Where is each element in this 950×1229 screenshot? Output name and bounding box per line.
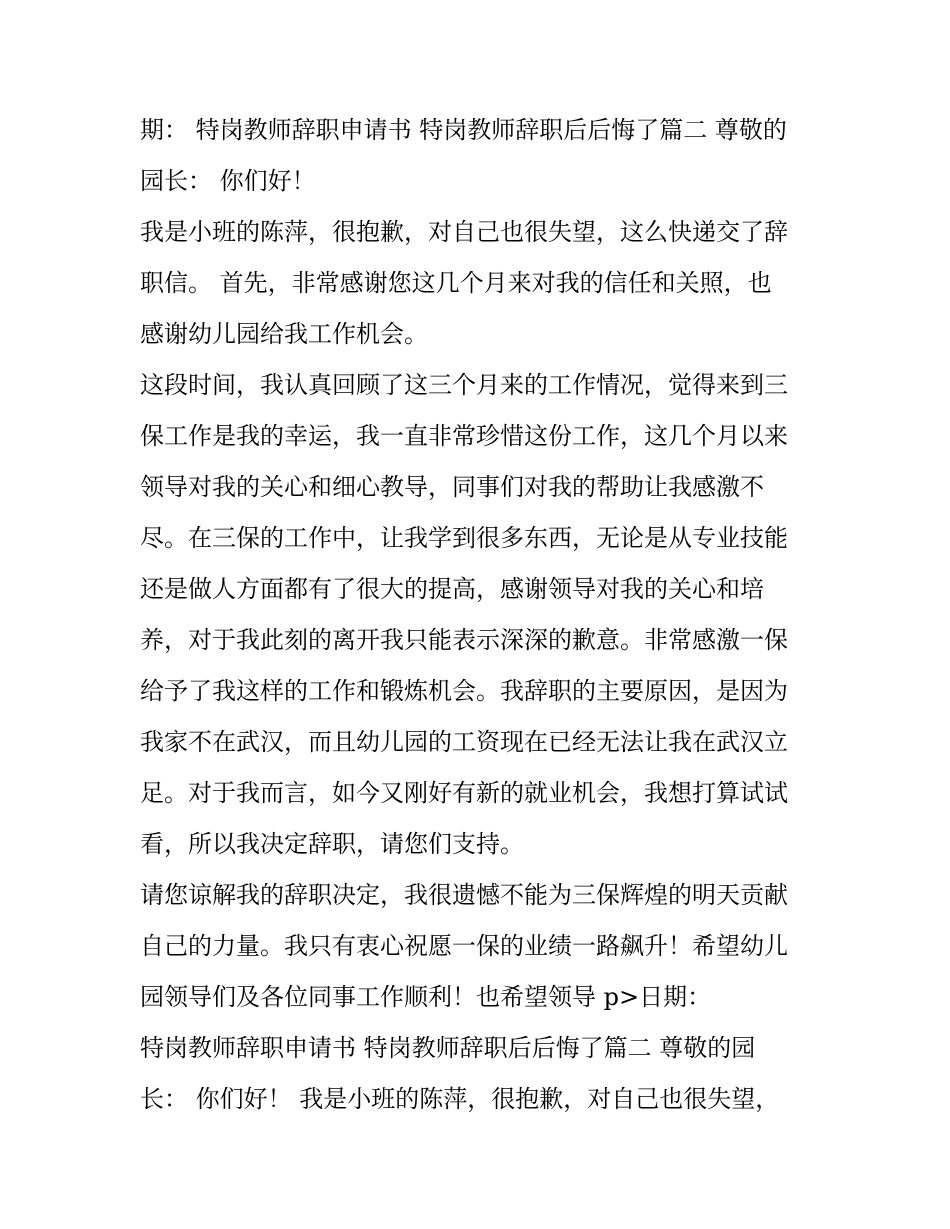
text-line: 给予了我这样的工作和锻炼机会。我辞职的主要原因，是因为 xyxy=(140,677,788,705)
text-line: 养，对于我此刻的离开我只能表示深深的歉意。非常感激一保 xyxy=(140,626,788,654)
text-line: 保工作是我的幸运，我一直非常珍惜这份工作，这几个月以来 xyxy=(140,422,788,450)
text-line: 期： 特岗教师辞职申请书 特岗教师辞职后后悔了篇二 尊敬的 xyxy=(140,116,787,144)
text-line: 尽。在三保的工作中，让我学到很多东西，无论是从专业技能 xyxy=(140,524,788,552)
text-line: 我家不在武汉，而且幼儿园的工资现在已经无法让我在武汉立 xyxy=(140,728,788,756)
text-line: 职信。 首先，非常感谢您这几个月来对我的信任和关照，也 xyxy=(140,269,772,297)
text-line: 园领导们及各位同事工作顺利！也希望领导 p>日期： xyxy=(140,983,712,1011)
document-body xyxy=(140,105,820,1125)
text-line: 请您谅解我的辞职决定，我很遗憾不能为三保辉煌的明天贡献 xyxy=(140,881,788,909)
text-line: 我是小班的陈萍，很抱歉，对自己也很失望，这么快递交了辞 xyxy=(140,218,788,246)
text-line: 领导对我的关心和细心教导，同事们对我的帮助让我感激不 xyxy=(140,473,764,501)
text-line: 园长： 你们好！ xyxy=(140,167,316,195)
text-line: 特岗教师辞职申请书 特岗教师辞职后后悔了篇二 尊敬的园 xyxy=(140,1034,756,1062)
text-line: 还是做人方面都有了很大的提高，感谢领导对我的关心和培 xyxy=(140,575,764,603)
text-line: 自己的力量。我只有衷心祝愿一保的业绩一路飙升！希望幼儿 xyxy=(140,932,788,960)
text-line: 足。对于我而言，如今又刚好有新的就业机会，我想打算试试 xyxy=(140,779,788,807)
text-line: 这段时间，我认真回顾了这三个月来的工作情况，觉得来到三 xyxy=(140,371,788,399)
text-line: 看，所以我决定辞职，请您们支持。 xyxy=(140,830,524,858)
text-line: 感谢幼儿园给我工作机会。 xyxy=(140,320,428,348)
text-line: 长： 你们好！ 我是小班的陈萍，很抱歉，对自己也很失望， xyxy=(140,1085,780,1113)
